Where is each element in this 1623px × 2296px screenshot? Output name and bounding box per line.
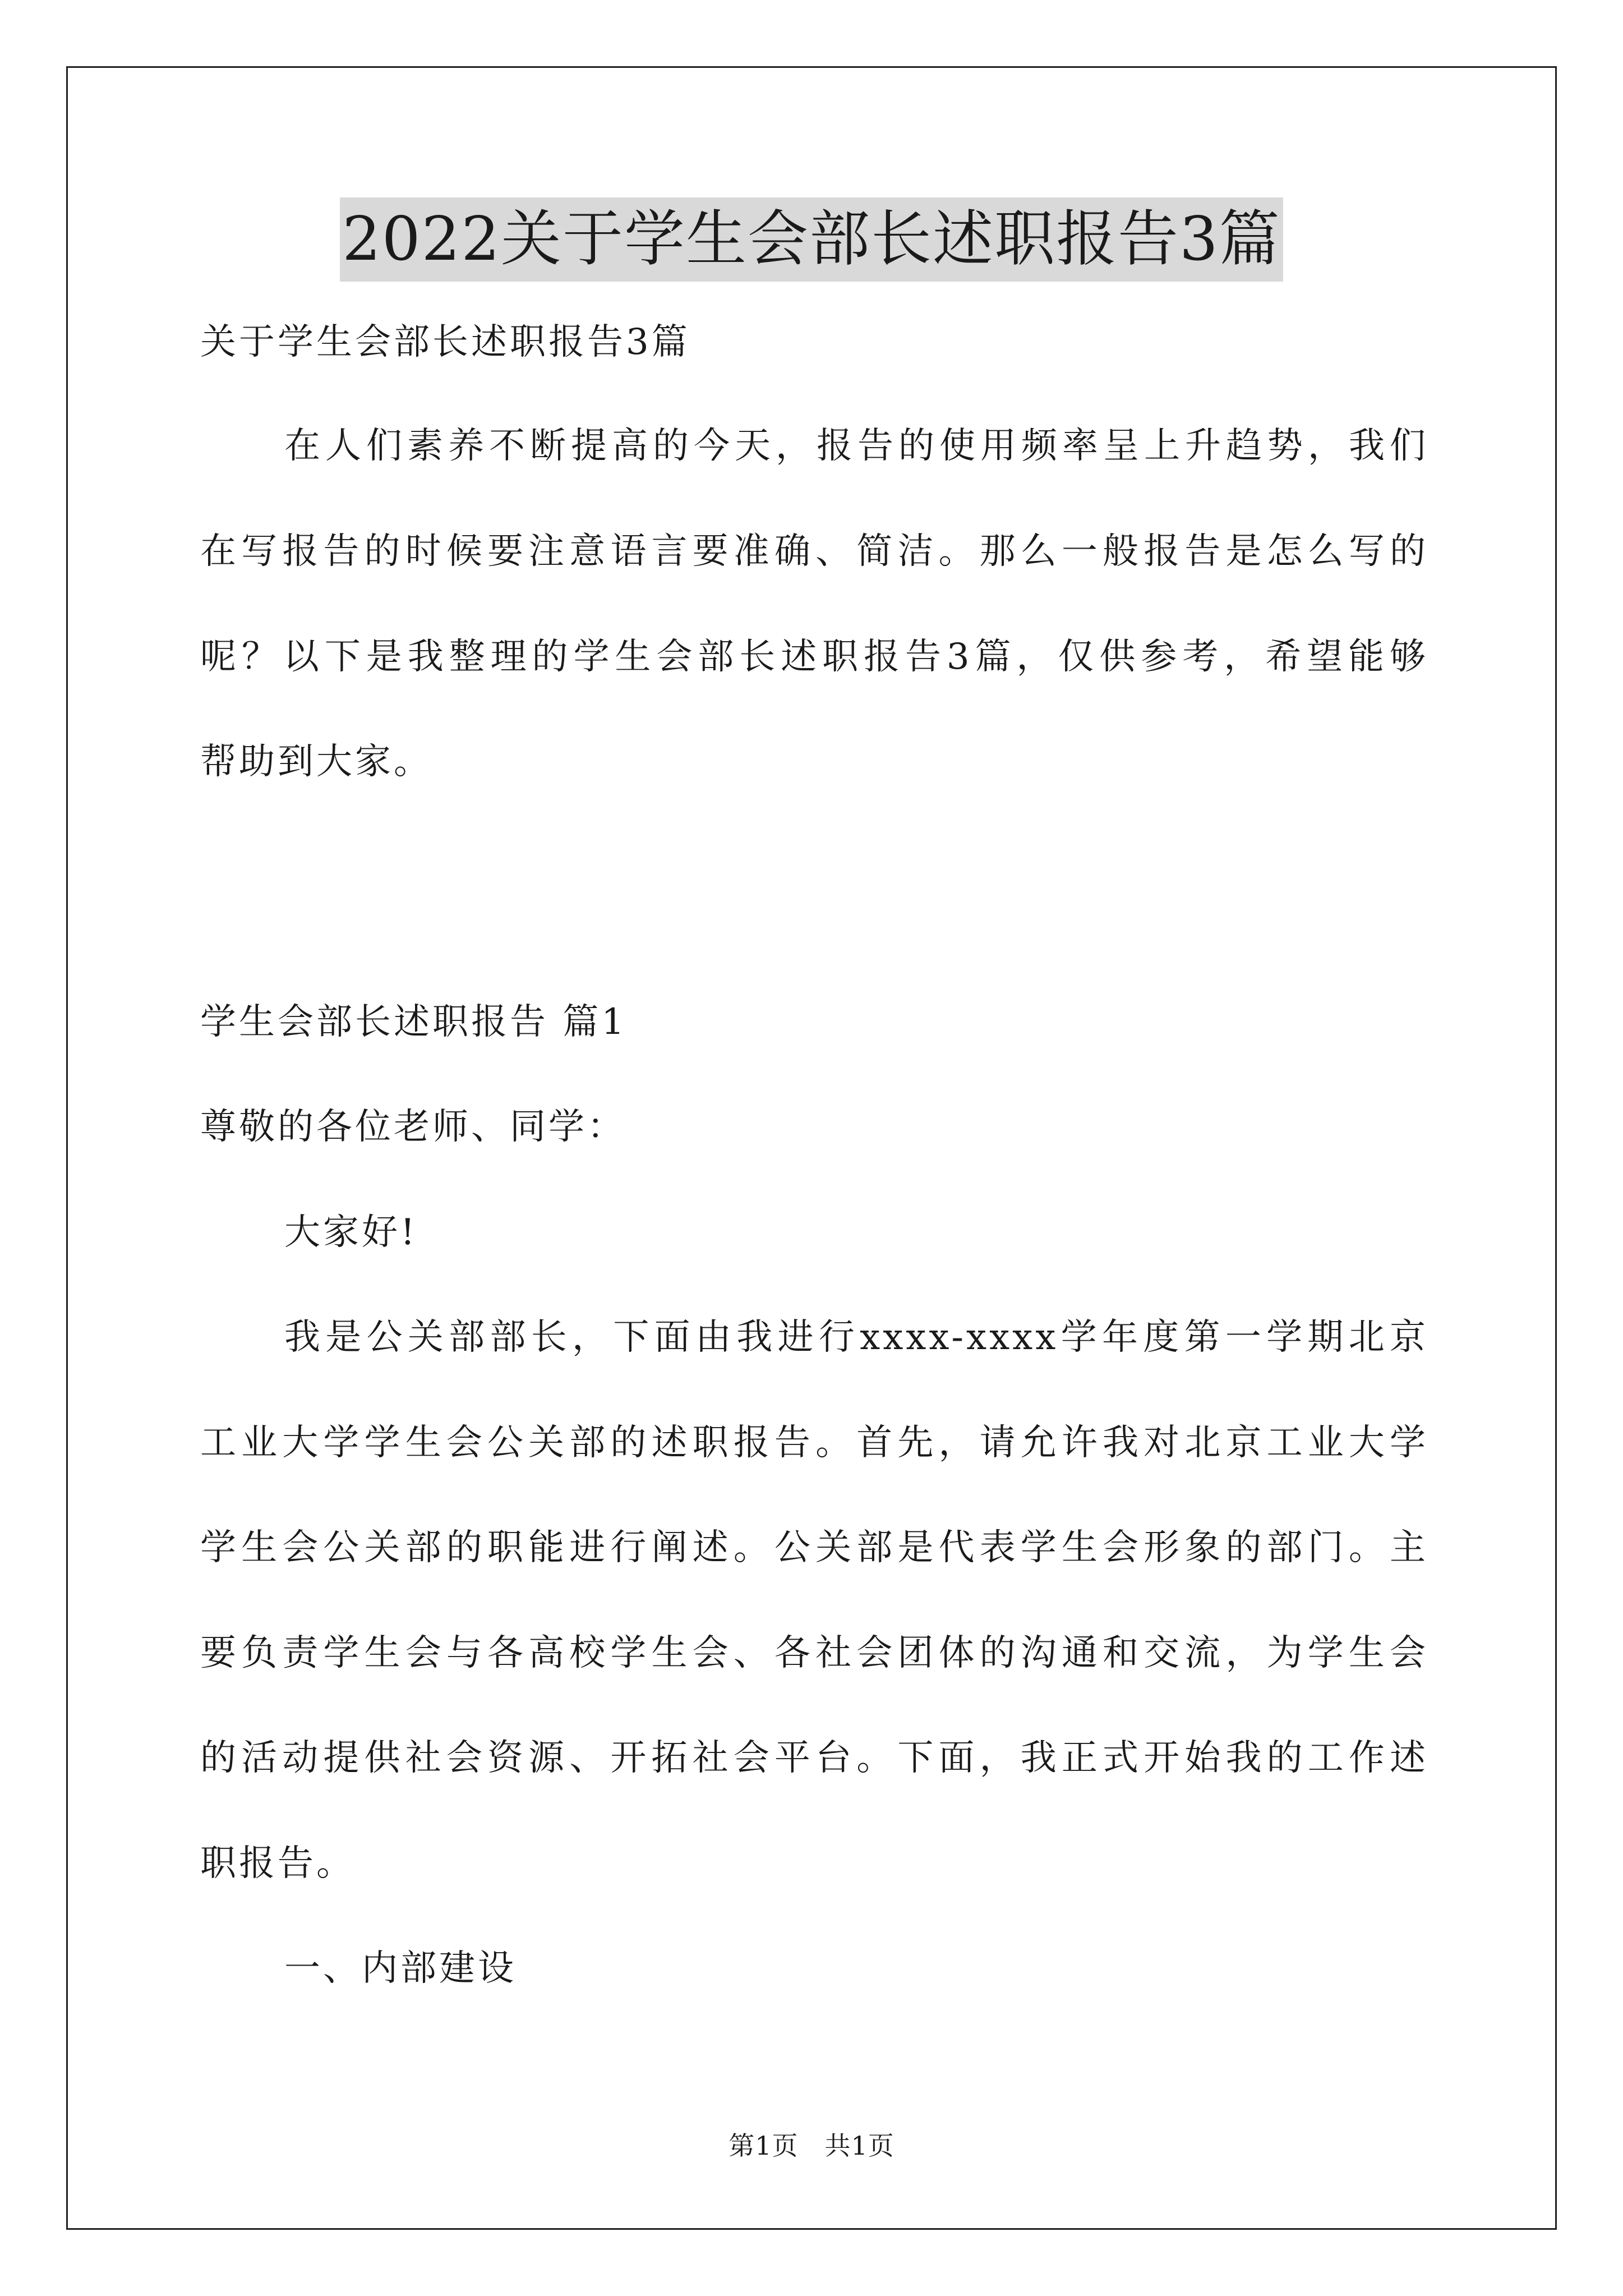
body-paragraph-line: 要负责学生会与各高校学生会、各社会团体的沟通和交流，为学生会 xyxy=(200,1632,1428,1674)
salutation: 尊敬的各位老师、同学： xyxy=(200,1106,626,1148)
body-paragraph-line: 职报告。 xyxy=(200,1843,355,1884)
body-paragraph-line: 的活动提供社会资源、开拓社会平台。下面，我正式开始我的工作述 xyxy=(200,1737,1428,1779)
greeting: 大家好! xyxy=(284,1212,418,1253)
subsection-heading: 一、内部建设 xyxy=(284,1948,517,1989)
section-heading: 学生会部长述职报告 篇1 xyxy=(200,1001,628,1043)
intro-paragraph-line: 呢？以下是我整理的学生会部长述职报告3篇，仅供参考，希望能够 xyxy=(200,636,1428,678)
body-paragraph-line: 工业大学学生会公关部的述职报告。首先，请允许我对北京工业大学 xyxy=(200,1422,1428,1464)
body-paragraph-line: 我是公关部部长，下面由我进行xxxx-xxxx学年度第一学期北京 xyxy=(284,1317,1428,1358)
intro-paragraph-line: 在人们素养不断提高的今天，报告的使用频率呈上升趋势，我们 xyxy=(284,425,1428,467)
title-container xyxy=(0,197,1623,282)
document-title: 2022关于学生会部长述职报告3篇 xyxy=(340,197,1283,282)
page-footer: 第1页 共1页 xyxy=(728,2131,895,2161)
intro-paragraph-line: 在写报告的时候要注意语言要准确、简洁。那么一般报告是怎么写的 xyxy=(200,531,1428,572)
body-paragraph-line: 学生会公关部的职能进行阐述。公关部是代表学生会形象的部门。主 xyxy=(200,1527,1428,1568)
intro-paragraph-line: 帮助到大家。 xyxy=(200,741,432,783)
subtitle-line: 关于学生会部长述职报告3篇 xyxy=(200,321,690,363)
